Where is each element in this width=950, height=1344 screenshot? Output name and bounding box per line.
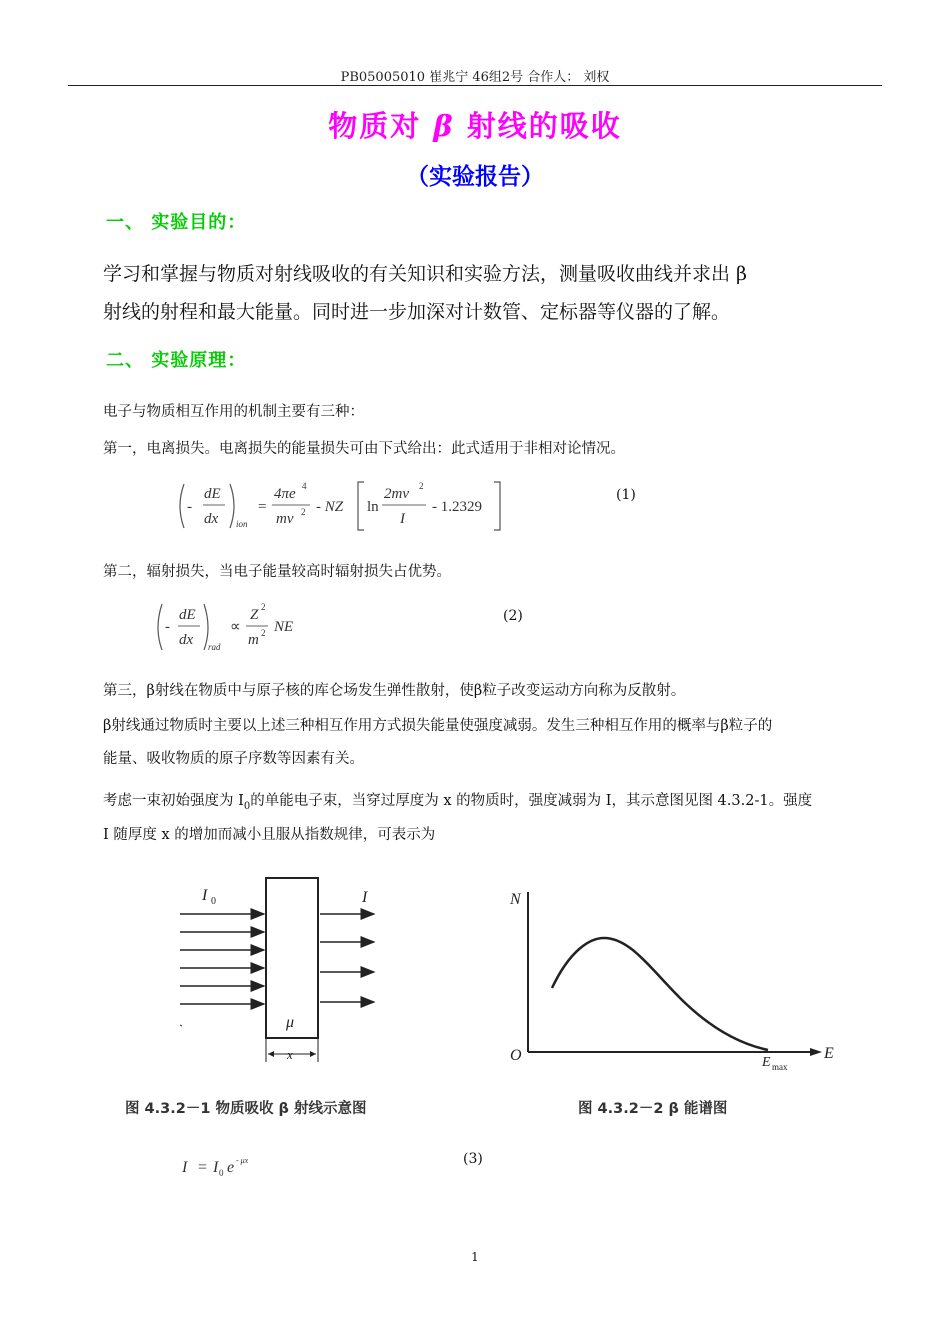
- first-mechanism-text: 第一，电离损失。电离损失的能量损失可由下式给出：此式适用于非相对论情况。: [103, 441, 625, 457]
- third-mechanism-text: 第三，β射线在物质中与原子核的库仑场发生弹性散射，使β粒子改变运动方向称为反散射。: [103, 683, 686, 699]
- fig2-N-label: N: [510, 891, 521, 908]
- fig2-O-label: O: [510, 1047, 522, 1064]
- eq2-num: Z: [250, 607, 259, 623]
- title-suffix: 射线的吸收: [466, 109, 622, 143]
- title-beta: β: [433, 109, 455, 143]
- second-mechanism-text: 第二，辐射损失，当电子能量较高时辐射损失占优势。: [103, 564, 451, 580]
- eq1-den2: I: [400, 511, 405, 527]
- intro-text: 电子与物质相互作用的机制主要有三种：: [103, 404, 364, 420]
- consider-paragraph-line-1: [103, 785, 887, 823]
- eq3-exp: - μx: [236, 1156, 249, 1165]
- equation-2: [150, 598, 450, 656]
- consider-text-a: 考虑一束初始强度为 I: [103, 793, 244, 809]
- fig2-Emax-label: E: [762, 1055, 771, 1070]
- eq2-num-sup: 2: [261, 602, 266, 612]
- beta-paragraph-line-1: β射线通过物质时主要以上述三种相互作用方式损失能量使强度减弱。发生三种相互作用的概率与β粒子的: [103, 718, 773, 734]
- equation-1-number: (1): [616, 487, 636, 503]
- section-heading-purpose: 一、 实验目的：: [106, 212, 247, 233]
- eq1-den-sup: 2: [301, 507, 306, 517]
- beta-paragraph-line-2: 能量、吸收物质的原子序数等因素有关。: [103, 751, 364, 767]
- figure-1-caption: 图 4.3.2－1 物质吸收 β 射线示意图: [125, 1101, 367, 1117]
- eq1-num-sup: 4: [302, 481, 307, 491]
- fig1-x-label: x: [287, 1047, 293, 1062]
- fig1-incoming-arrows: [180, 914, 264, 1004]
- figure-absorption-diagram: [170, 870, 450, 1080]
- purpose-line-1: 学习和掌握与物质对射线吸收的有关知识和实验方法，测量吸收曲线并求出 β: [103, 263, 748, 285]
- title-prefix: 物质对: [328, 109, 422, 143]
- page-subtitle: （实验报告）: [406, 163, 544, 190]
- header-rule: [68, 85, 882, 86]
- eq1-den: mv: [276, 511, 294, 527]
- eq1-tail: - 1.2329: [432, 499, 482, 515]
- eq2-minus: -: [165, 619, 170, 635]
- figure-2-caption: 图 4.3.2－2 β 能谱图: [578, 1101, 728, 1117]
- eq1-num: 4πe: [274, 486, 296, 502]
- fig1-I0-sub: 0: [211, 896, 216, 907]
- consider-I0-sub: 0: [243, 800, 251, 812]
- eq2-sub: rad: [208, 642, 221, 652]
- eq1-minus: -: [187, 499, 192, 515]
- eq2-tail: NE: [274, 619, 294, 635]
- fig1-outgoing-arrows: [320, 914, 374, 1002]
- fig2-spectrum-curve: [552, 938, 768, 1050]
- eq2-dx: dx: [179, 632, 194, 648]
- fig2-Emax-sub: max: [772, 1062, 788, 1072]
- eq1-dx: dx: [204, 511, 219, 527]
- eq2-den-sup: 2: [261, 628, 266, 638]
- eq2-prop: ∝: [230, 619, 241, 635]
- equation-1: [170, 478, 670, 534]
- equation-3-number: (3): [463, 1151, 483, 1167]
- eq3-lhs: I: [182, 1159, 188, 1176]
- figure-beta-spectrum: [500, 880, 850, 1080]
- page-number: 1: [471, 1250, 479, 1264]
- consider-paragraph-line-2: I 随厚度 x 的增加而减小且服从指数规律，可表示为: [103, 827, 436, 843]
- eq1-equals: =: [258, 499, 267, 515]
- eq1-mid: - NZ: [316, 499, 344, 515]
- eq1-num2: 2mv: [384, 486, 409, 502]
- eq1-sub: ion: [236, 519, 248, 529]
- equation-3: [178, 1150, 298, 1184]
- purpose-line-2: 射线的射程和最大能量。同时进一步加深对计数管、定标器等仪器的了解。: [103, 301, 731, 323]
- eq2-dE: dE: [179, 607, 196, 623]
- eq1-num2-sup: 2: [419, 481, 424, 491]
- eq1-dE: dE: [204, 486, 221, 502]
- consider-text-b: 的单能电子束，当穿过厚度为 x 的物质时，强度减弱为 I，其示意图见图 4.3.2-1。强度: [250, 793, 813, 809]
- section-heading-principle: 二、 实验原理：: [106, 350, 247, 371]
- equation-2-number: (2): [503, 608, 523, 624]
- fig1-I0-label: I: [202, 887, 208, 904]
- eq1-ln: ln: [367, 499, 379, 515]
- fig2-E-label: E: [824, 1045, 834, 1062]
- page-title: [0, 104, 950, 145]
- fig1-I-label: I: [362, 889, 368, 906]
- eq2-den: m: [248, 632, 259, 648]
- eq3-equals: =: [198, 1159, 208, 1176]
- eq3-I0-sub: 0: [219, 1168, 224, 1178]
- eq3-I0: I: [213, 1159, 219, 1176]
- page-header: PB05005010 崔兆宁 46组2号 合作人： 刘权: [340, 70, 610, 85]
- eq3-e: e: [227, 1159, 235, 1176]
- fig1-mu-label: μ: [286, 1014, 295, 1031]
